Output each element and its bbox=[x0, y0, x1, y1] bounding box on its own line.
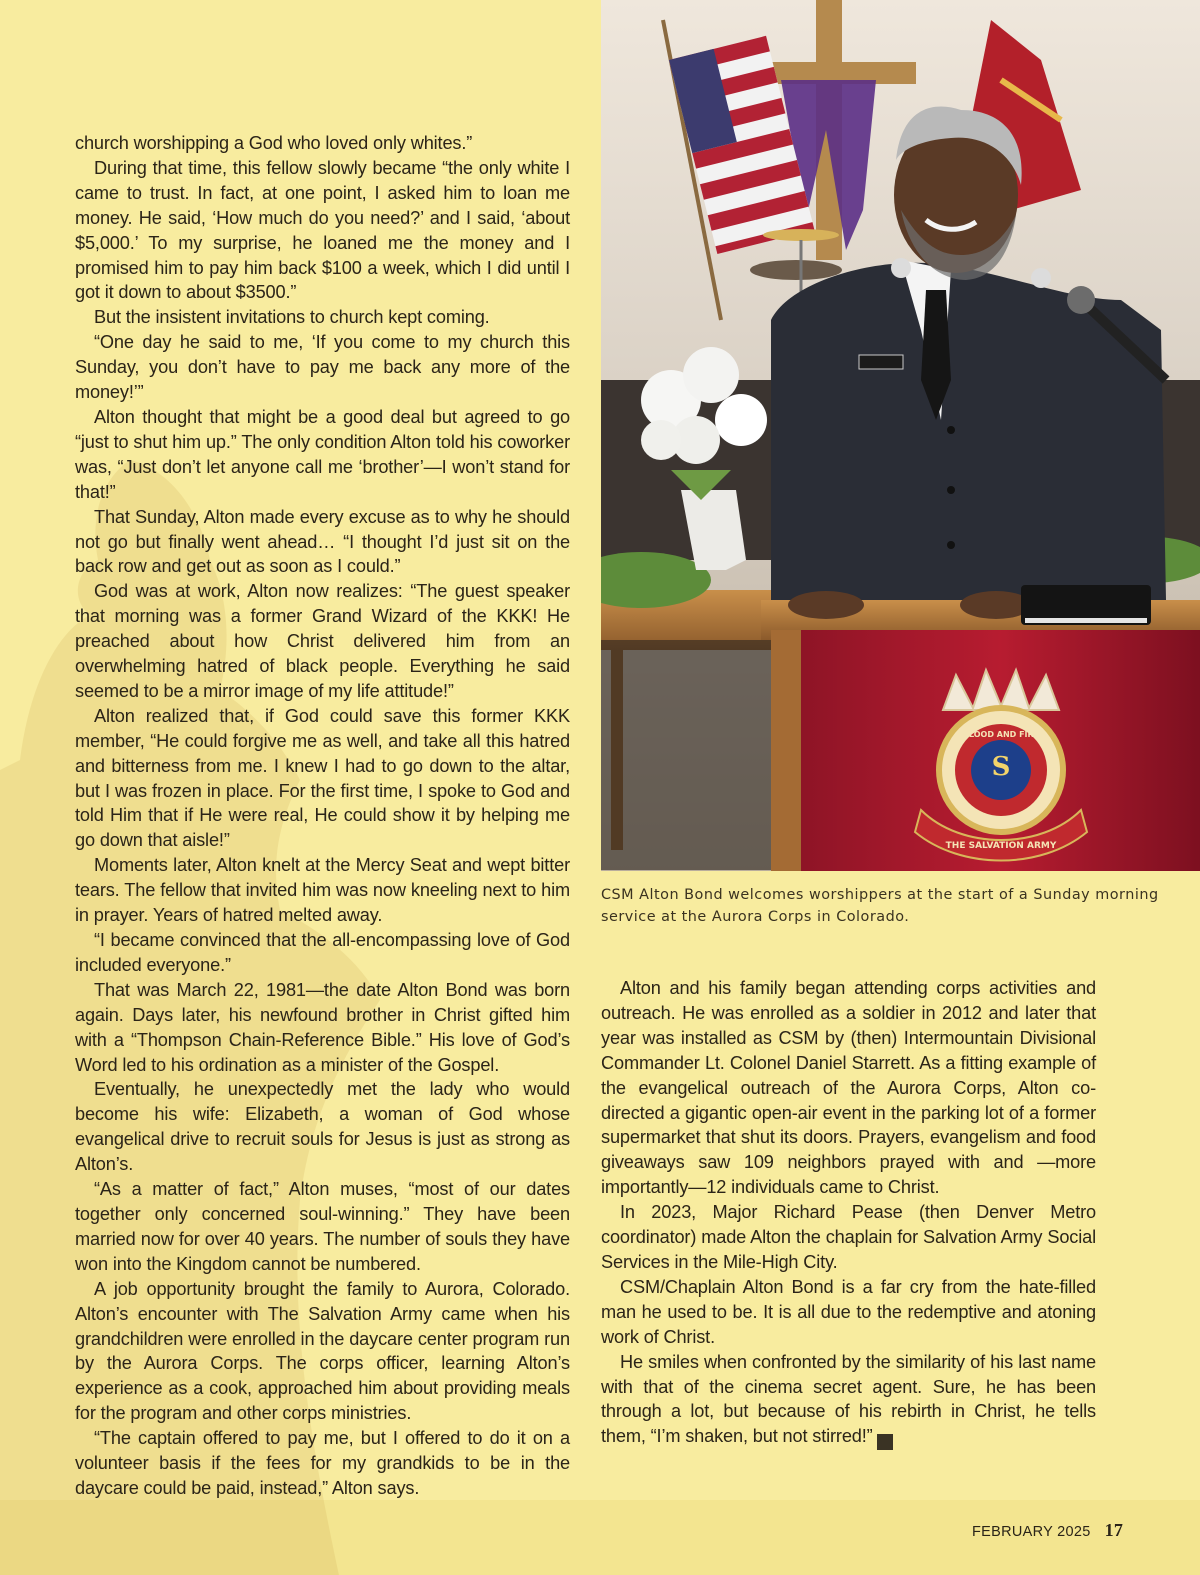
page-number: 17 bbox=[1104, 1520, 1124, 1540]
paragraph bbox=[601, 1350, 1096, 1451]
paragraph-text: He smiles when confronted by the similarity of his last name with that of the cinema secret agent. Sure, he has been through a lot, but because of his rebirth in Christ, he tells them, “I’m shaken, but not stirred!” bbox=[601, 1351, 1096, 1447]
paragraph: Alton realized that, if God could save this former KKK member, “He could forgive me as well, and take all this hatred and bitterness from me. I knew I had to go down to the altar, but I was frozen in place. For the first time, I spoke to God and told Him that if He were real, He could show it by helping me go down that aisle!” bbox=[75, 705, 570, 851]
article-photo bbox=[601, 0, 1200, 871]
photo-illustration bbox=[601, 0, 1200, 871]
paragraph: “The captain offered to pay me, but I offered to do it on a volunteer basis if the fees for my grandkids to be in the daycare could be paid, instead,” Alton says. bbox=[75, 1428, 570, 1498]
article-right-column bbox=[601, 976, 1096, 1450]
paragraph: Alton and his family began attending corps activities and outreach. He was enrolled as a soldier in 2012 and later that year was installed as CSM by (then) Intermountain Divisional Commander Lt. Colonel Daniel Starrett. As a fitting example of the evangelical outreach of the Aurora Corps, Alton co-directed a gigantic open-air event in the parking lot of a former supermarket that shut its doors. Prayers, evangelism and food giveaways saw 109 neighbors prayed with and —more importantly—12 individuals came to Christ. bbox=[601, 978, 1096, 1198]
svg-text:S: S bbox=[991, 752, 1011, 782]
photo-caption: CSM Alton Bond welcomes worshippers at the start of a Sunday morning service at the Aurora Corps in Colorado. bbox=[601, 887, 1159, 925]
issue-date: FEBRUARY 2025 bbox=[972, 1524, 1091, 1540]
paragraph: church worshipping a God who loved only whites.” bbox=[75, 133, 473, 153]
end-mark-icon: NC bbox=[877, 1434, 893, 1450]
paragraph: “One day he said to me, ‘If you come to my church this Sunday, you don’t have to pay me back any more of the money!’” bbox=[75, 332, 570, 403]
article-left-column bbox=[75, 131, 570, 1501]
paragraph: God was at work, Alton now realizes: “The guest speaker that morning was a former Grand Wizard of the KKK! He preached about how Christ delivered him from an overwhelming hatred of black people. Everything he said seemed to be a mirror image of my life attitude!” bbox=[75, 581, 570, 701]
paragraph: But the insistent invitations to church kept coming. bbox=[94, 307, 490, 328]
paragraph: In 2023, Major Richard Pease (then Denver Metro coordinator) made Alton the chaplain for Salvation Army Social Services in the Mile-High City. bbox=[601, 1202, 1096, 1272]
paragraph: “As a matter of fact,” Alton muses, “most of our dates together only concerned soul-winning.” They have been married now for over 40 years. The number of souls they have won into the Kingdom cannot be numbered. bbox=[75, 1179, 570, 1274]
paragraph: CSM/Chaplain Alton Bond is a far cry from the hate-filled man he used to be. It is all due to the redemptive and atoning work of Christ. bbox=[601, 1276, 1096, 1347]
paragraph: Eventually, he unexpectedly met the lady who would become his wife: Elizabeth, a woman of God whose evangelical drive to recruit souls for Jesus is just as strong as Alton’s. bbox=[75, 1079, 570, 1175]
page-footer bbox=[972, 1520, 1123, 1541]
paragraph: “I became convinced that the all-encompassing love of God included everyone.” bbox=[75, 930, 570, 975]
paragraph: That Sunday, Alton made every excuse as to why he should not go but finally went ahead… “I thought I’d just sit on the back row and get out as soon as I could.” bbox=[75, 506, 570, 577]
paragraph: Moments later, Alton knelt at the Mercy Seat and wept bitter tears. The fellow that invited him was now kneeling next to him in prayer. Years of hatred melted away. bbox=[75, 855, 570, 926]
paragraph: A job opportunity brought the family to Aurora, Colorado. Alton’s encounter with The Salvation Army came when his grandchildren were enrolled in the daycare center program run by the Aurora Corps. The corps officer, learning Alton’s experience as a cook, approached him about providing meals for the program and other corps ministries. bbox=[75, 1278, 570, 1424]
paragraph: That was March 22, 1981—the date Alton Bond was born again. Days later, his newfound brother in Christ gifted him with a “Thompson Chain-Reference Bible.” His love of God’s Word led to his ordination as a minister of the Gospel. bbox=[75, 979, 570, 1075]
paragraph: Alton thought that might be a good deal but agreed to go “just to shut him up.” The only condition Alton told his coworker was, “Just don’t let anyone call me ‘brother’—I won’t stand for that!” bbox=[75, 406, 570, 502]
svg-text:THE SALVATION ARMY: THE SALVATION ARMY bbox=[945, 841, 1057, 851]
svg-text:BLOOD AND FIRE: BLOOD AND FIRE bbox=[962, 730, 1040, 739]
paragraph: During that time, this fellow slowly became “the only white I came to trust. In fact, at one point, I asked him to loan me money. He said, ‘How much do you need?’ and I said, ‘about $5,000.’ To my surprise, he loaned me the money and I promised him to pay him back $100 a week, which I did until I got it down to about $3500.” bbox=[75, 157, 570, 303]
